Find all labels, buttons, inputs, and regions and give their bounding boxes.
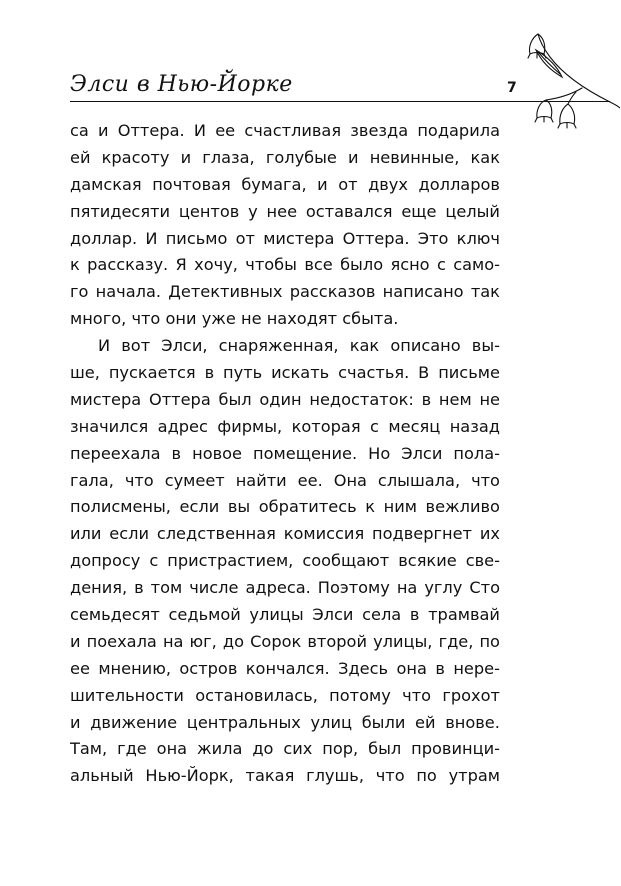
word: внове. bbox=[445, 712, 500, 732]
word: долларов bbox=[418, 174, 500, 194]
word: недостаток: bbox=[309, 389, 414, 409]
word: Детективных bbox=[168, 282, 283, 302]
text-line bbox=[70, 602, 500, 629]
word: нем bbox=[438, 389, 472, 409]
text-line bbox=[70, 199, 500, 226]
word: ше, bbox=[70, 363, 100, 383]
word: или bbox=[70, 524, 102, 544]
word: шительности bbox=[70, 685, 184, 705]
word: почтовая bbox=[152, 174, 231, 194]
word: Оттера bbox=[148, 389, 211, 409]
word: глушь, bbox=[306, 766, 364, 786]
word: Элси, bbox=[161, 336, 208, 356]
word: рассказу. bbox=[87, 255, 169, 275]
word: от bbox=[338, 174, 358, 194]
word: счастья. bbox=[338, 363, 410, 383]
word: семьдесят bbox=[70, 605, 160, 625]
word: звезда bbox=[350, 121, 409, 140]
word: све- bbox=[465, 551, 500, 571]
text-line bbox=[70, 548, 500, 575]
word: был bbox=[218, 389, 252, 409]
word: центов bbox=[178, 201, 240, 221]
word: альный bbox=[70, 766, 134, 786]
word: Здесь bbox=[338, 658, 389, 678]
word: что bbox=[402, 685, 432, 705]
word: ее. bbox=[297, 470, 323, 490]
word: значился bbox=[70, 416, 149, 436]
word: переехала bbox=[70, 443, 161, 463]
word: том bbox=[150, 578, 183, 598]
word: в bbox=[134, 578, 144, 598]
text-line bbox=[70, 763, 500, 790]
word: нее bbox=[266, 201, 298, 221]
word: сумеет bbox=[164, 470, 225, 490]
word: до bbox=[252, 739, 274, 759]
word: утрам bbox=[448, 766, 500, 786]
word: сих bbox=[283, 739, 313, 759]
running-title: Элси в Нью-Йорке bbox=[70, 72, 293, 97]
word: глаза, bbox=[202, 147, 255, 167]
word: всякие bbox=[398, 551, 457, 571]
word: не bbox=[241, 309, 262, 329]
word: ей bbox=[415, 712, 436, 732]
word: остров bbox=[179, 658, 238, 678]
word: ее bbox=[215, 121, 236, 140]
word: назад bbox=[449, 416, 500, 436]
word: села bbox=[362, 605, 402, 625]
word: письмо bbox=[165, 228, 228, 248]
word: в bbox=[171, 443, 182, 463]
word: само- bbox=[453, 255, 500, 275]
word: го bbox=[70, 282, 89, 302]
word: находят bbox=[266, 309, 338, 329]
text-line bbox=[70, 414, 500, 441]
word: искать bbox=[271, 363, 330, 383]
body-text bbox=[70, 118, 500, 790]
word: по bbox=[416, 766, 437, 786]
word: было bbox=[340, 255, 384, 275]
word: провинци- bbox=[411, 739, 500, 759]
word: доллар. bbox=[70, 228, 138, 248]
word: что bbox=[375, 766, 405, 786]
word: на bbox=[162, 631, 184, 651]
word: в bbox=[435, 658, 445, 678]
page-number: 7 bbox=[507, 80, 517, 96]
word: счастливая bbox=[244, 121, 342, 140]
word: углу bbox=[424, 578, 463, 598]
text-line bbox=[70, 521, 500, 548]
word: грохот bbox=[442, 685, 500, 705]
word: начала. bbox=[95, 282, 162, 302]
word: рассказов bbox=[289, 282, 376, 302]
word: седьмой bbox=[168, 605, 241, 625]
word: трамвай bbox=[428, 605, 500, 625]
bellflower-ornament-icon bbox=[510, 22, 620, 152]
word: остановилась, bbox=[195, 685, 318, 705]
word: пускается bbox=[108, 363, 196, 383]
text-line bbox=[70, 683, 500, 710]
word: потому bbox=[329, 685, 391, 705]
word: допросу bbox=[70, 551, 141, 571]
word: уже bbox=[201, 309, 236, 329]
word: Поэтому bbox=[317, 578, 390, 598]
word: в bbox=[409, 605, 420, 625]
word: юг, bbox=[189, 631, 217, 651]
text-line bbox=[70, 387, 500, 414]
word: второй bbox=[307, 631, 367, 651]
word: вы- bbox=[471, 336, 500, 356]
word: много, bbox=[70, 309, 127, 329]
text-line bbox=[70, 226, 500, 253]
word: новое bbox=[192, 443, 243, 463]
word: как bbox=[349, 336, 380, 356]
word: жила bbox=[197, 739, 243, 759]
word: путь bbox=[223, 363, 263, 383]
word: к bbox=[70, 255, 80, 275]
word: голубые bbox=[265, 147, 337, 167]
word: в bbox=[421, 389, 432, 409]
word: найти bbox=[235, 470, 287, 490]
word: пор, bbox=[322, 739, 359, 759]
word: у bbox=[248, 201, 258, 221]
text-line bbox=[70, 306, 500, 333]
word: к bbox=[365, 497, 376, 517]
word: И bbox=[145, 228, 158, 248]
text-line bbox=[70, 279, 500, 306]
word: числе bbox=[189, 578, 239, 598]
word: от bbox=[235, 228, 255, 248]
word: она bbox=[396, 658, 427, 678]
text-line bbox=[70, 441, 500, 468]
word: комиссия bbox=[283, 524, 365, 544]
word: с bbox=[436, 255, 446, 275]
word: мнению, bbox=[98, 658, 171, 678]
word: где bbox=[117, 739, 147, 759]
word: подарила bbox=[417, 121, 500, 140]
word: улиц bbox=[310, 712, 352, 732]
word: с bbox=[370, 416, 379, 436]
word: ее bbox=[70, 658, 90, 678]
text-line bbox=[70, 118, 500, 145]
word: Элси bbox=[312, 605, 354, 625]
word: Она bbox=[333, 470, 367, 490]
word: которая bbox=[291, 416, 361, 436]
word: бумага, bbox=[241, 174, 307, 194]
word: И bbox=[98, 336, 111, 356]
text-line bbox=[70, 360, 500, 387]
word: фирмы, bbox=[217, 416, 283, 436]
word: адреса. bbox=[245, 578, 311, 598]
word: письме bbox=[438, 363, 500, 383]
word: и bbox=[98, 121, 109, 140]
word: все bbox=[304, 255, 333, 275]
word: Это bbox=[417, 228, 449, 248]
word: Сорок bbox=[250, 631, 302, 651]
word: вежливо bbox=[425, 497, 500, 517]
word: улицы bbox=[249, 605, 304, 625]
word: еще bbox=[401, 201, 437, 221]
word: их bbox=[479, 524, 500, 544]
word: ключ bbox=[456, 228, 500, 248]
text-line bbox=[70, 736, 500, 763]
word: с bbox=[149, 551, 159, 571]
word: Но bbox=[368, 443, 391, 463]
word: что bbox=[124, 470, 154, 490]
word: что bbox=[131, 309, 161, 329]
text-line bbox=[70, 468, 500, 495]
text-line bbox=[70, 710, 500, 737]
text-line bbox=[70, 172, 500, 199]
text-line bbox=[70, 252, 500, 279]
word: слышала, bbox=[377, 470, 461, 490]
word: хочу, bbox=[194, 255, 238, 275]
word: Элси bbox=[401, 443, 443, 463]
word: оставался bbox=[305, 201, 393, 221]
word: Оттера. bbox=[342, 228, 410, 248]
word: до bbox=[222, 631, 245, 651]
word: адрес bbox=[157, 416, 208, 436]
word: полисмены, bbox=[70, 497, 171, 517]
word: нере- bbox=[453, 658, 500, 678]
word: на bbox=[396, 578, 418, 598]
word: ей bbox=[70, 147, 91, 167]
word: мистера bbox=[263, 228, 335, 248]
word: и bbox=[70, 631, 81, 651]
word: са bbox=[70, 121, 89, 140]
word: И bbox=[193, 121, 206, 140]
word: мистера bbox=[70, 389, 142, 409]
word: Сто bbox=[469, 578, 500, 598]
word: были bbox=[361, 712, 406, 732]
text-line bbox=[70, 145, 500, 172]
word: Я bbox=[175, 255, 187, 275]
text-line bbox=[70, 494, 500, 521]
word: пола- bbox=[453, 443, 500, 463]
word: и bbox=[180, 147, 192, 167]
word: дамская bbox=[70, 174, 142, 194]
word: следственная bbox=[156, 524, 276, 544]
word: она bbox=[156, 739, 188, 759]
word: если bbox=[179, 497, 220, 517]
word: Нью-Йорк, bbox=[145, 766, 234, 786]
word: что bbox=[471, 470, 500, 490]
word: сбыта. bbox=[342, 309, 399, 329]
word: ясно bbox=[390, 255, 430, 275]
word: ним bbox=[383, 497, 417, 517]
word: центральных bbox=[186, 712, 301, 732]
word: дения, bbox=[70, 578, 128, 598]
word: и bbox=[348, 147, 359, 167]
word: описано bbox=[390, 336, 461, 356]
word: и bbox=[317, 174, 328, 194]
word: обратитесь bbox=[258, 497, 357, 517]
word: Там, bbox=[70, 739, 108, 759]
word: чтобы bbox=[245, 255, 297, 275]
word: они bbox=[165, 309, 197, 329]
word: так bbox=[470, 282, 500, 302]
word: улицы, bbox=[373, 631, 433, 651]
word: движение bbox=[90, 712, 178, 732]
word: двух bbox=[368, 174, 408, 194]
text-line bbox=[70, 629, 500, 656]
word: написано bbox=[382, 282, 464, 302]
word: и bbox=[70, 712, 81, 732]
word: кончался. bbox=[245, 658, 330, 678]
word: пятидесяти bbox=[70, 201, 171, 221]
word: если bbox=[109, 524, 149, 544]
word: красоту bbox=[101, 147, 170, 167]
word: по bbox=[479, 631, 500, 651]
word: невинные, bbox=[369, 147, 460, 167]
word: поехала bbox=[86, 631, 157, 651]
word: месяц bbox=[388, 416, 441, 436]
word: гала, bbox=[70, 470, 114, 490]
word: как bbox=[470, 147, 500, 167]
word: вот bbox=[121, 336, 151, 356]
word: в bbox=[204, 363, 215, 383]
word: сообщают bbox=[302, 551, 390, 571]
word: был bbox=[368, 739, 402, 759]
word: В bbox=[418, 363, 430, 383]
word: целый bbox=[445, 201, 500, 221]
word: один bbox=[259, 389, 302, 409]
word: подвергнет bbox=[372, 524, 472, 544]
word: не bbox=[479, 389, 500, 409]
word: вы bbox=[227, 497, 251, 517]
text-line bbox=[70, 575, 500, 602]
word: такая bbox=[245, 766, 295, 786]
text-line bbox=[70, 333, 500, 360]
word: Оттера. bbox=[117, 121, 185, 140]
word: пристрастием, bbox=[167, 551, 294, 571]
text-line bbox=[70, 656, 500, 683]
word: помещение. bbox=[253, 443, 358, 463]
word: снаряженная, bbox=[218, 336, 339, 356]
word: где, bbox=[438, 631, 474, 651]
